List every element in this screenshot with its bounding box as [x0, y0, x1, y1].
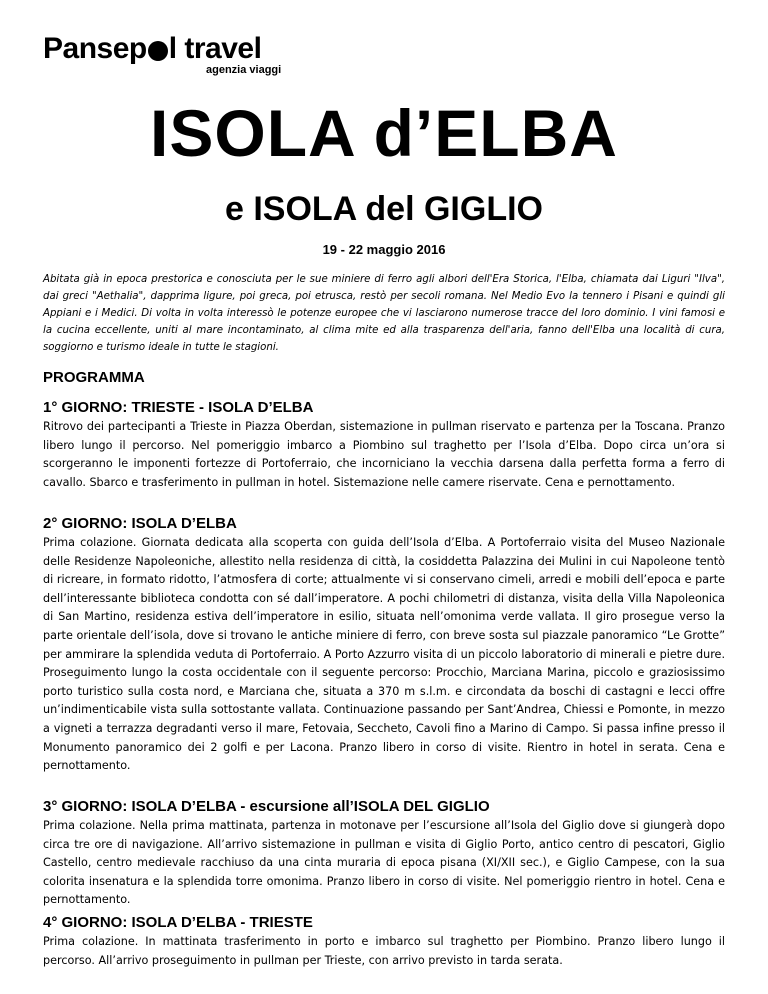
- page-subtitle: e ISOLA del GIGLIO: [224, 190, 543, 228]
- day-2-heading: 2° GIORNO: ISOLA D’ELBA: [43, 515, 237, 532]
- day-4-heading: 4° GIORNO: ISOLA D’ELBA - TRIESTE: [43, 914, 313, 931]
- page-title: ISOLA d’ELBA: [150, 96, 618, 170]
- trip-dates: 19 - 22 maggio 2016: [322, 242, 446, 257]
- day-4-text: Prima colazione. In mattinata trasferimento in porto e imbarco sul traghetto per Piombino. Pranzo libero lungo il percorso. All’arrivo proseguimento in pullman per Trieste, con arrivo previsto in tarda serata.: [43, 935, 725, 967]
- day-2-text: Prima colazione. Giornata dedicata alla scoperta con guida dell’Isola d’Elba. A Portoferraio visita del Museo Nazionale delle Residenze Napoleoniche, allestito nella residenza di città, la cosiddetta Palazzina dei Mulini in cui Napoleone tentò di ricreare, in formato ridotto, l’atmosfera di corte; attualmente vi si conservano cimeli, arredi e mobili dell’epoca e parte dell’interessante biblioteca condotta con sé dall’imperatore. A pochi chilometri di distanza, visita della Villa Napoleonica di San Martino, residenza estiva dell’imperatore in esilio, situata nell’omonima verde vallata. Il giro prosegue verso la parte orientale dell’isola, dove si trovano le antiche miniere di ferro, con breve sosta sul piazzale panoramico “Le Grotte” per ammirare la splendida veduta di Portoferraio. A Porto Azzurro visita di un piccolo laboratorio di minerali e pietre dure. Proseguimento lungo la costa occidentale con il seguente percorso: Procchio, Marciana Marina, piccolo e graziosissimo porto turistico sulla costa nord, e Marciana che, situata a 370 m s.l.m. e circondata da boschi di castagni e lecci offre un’indimenticabile vista sulla sottostante vallata. Continuazione passando per Sant’Andrea, Chiessi e Pomonte, in mezzo a vigneti a terrazza degradanti verso il mare, Fetovaia, Seccheto, Cavoli fino a Marino di Campo. Si passa infine presso il Monumento panoramico dei 2 golfi e per Lacona. Pranzo libero in corso di visite. Rientro in hotel in serata. Cena e pernottamento.: [43, 536, 725, 773]
- day-1-heading: 1° GIORNO: TRIESTE - ISOLA D’ELBA: [43, 399, 314, 416]
- logo-dot-icon: [148, 41, 168, 61]
- day-3-heading: 3° GIORNO: ISOLA D’ELBA - escursione all’ISOLA DEL GIGLIO: [43, 798, 490, 815]
- day-1-text: Ritrovo dei partecipanti a Trieste in Piazza Oberdan, sistemazione in pullman riservato e partenza per la Toscana. Pranzo libero lungo il percorso. Nel pomeriggio imbarco a Piombino sul traghetto per l’Isola d’Elba. Dopo circa un’ora si scorgeranno le imponenti fortezze di Portoferraio, che incorniciano la vecchia darsena dalla perfetta forma a ferro di cavallo. Sbarco e trasferimento in pullman in hotel. Sistemazione nelle camere riservate. Cena e pernottamento.: [43, 420, 725, 489]
- program-heading: PROGRAMMA: [43, 369, 145, 386]
- intro-paragraph: Abitata già in epoca prestorica e conosciuta per le sue miniere di ferro agli albori dell'Era Storica, l'Elba, chiamata dai Liguri "Ilva", dai greci "Aethalia", dapprima ligure, poi greca, poi etrusca, restò per secoli romana. Nel Medio Evo la tennero i Pisani e quindi gli Appiani e i Medici. Di volta in volta interessò le potenze europee che vi lasciarono numerose tracce del loro dominio. I vini famosi e la cucina eccellente, uniti al mare incontaminato, al clima mite ed alla trasparenza dell'aria, fanno dell'Elba una località di cura, soggiorno e turismo ideale in tutte le stagioni.: [43, 274, 725, 353]
- day-3-text: Prima colazione. Nella prima mattinata, partenza in motonave per l’escursione all’Isola del Giglio dove si giungerà dopo circa tre ore di navigazione. All’arrivo sistemazione in pullman e visita di Giglio Porto, antico centro di pescatori, Giglio Castello, centro medievale racchiuso da una cinta muraria di epoca pisana (XI/XII sec.), e Giglio Campese, con la sua colorita insenatura e la splendida torre omonima. Pranzo libero in corso di visite. Nel pomeriggio rientro in hotel. Cena e pernottamento.: [43, 819, 725, 907]
- logo-text-part1: Pansep: [43, 32, 147, 65]
- logo-tagline: agenzia viaggi: [206, 64, 282, 76]
- brand-logo: [43, 32, 282, 76]
- logo-text-part2: l travel: [168, 32, 262, 65]
- logo-wordmark: [43, 33, 261, 65]
